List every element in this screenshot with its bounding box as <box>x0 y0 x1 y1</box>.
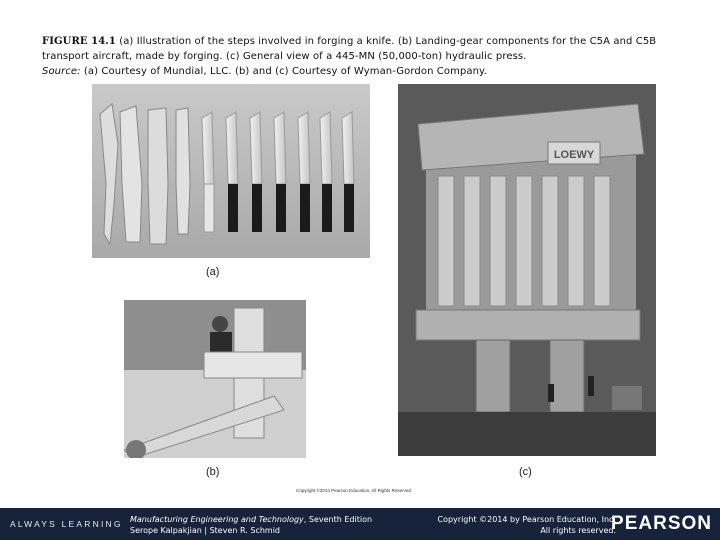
source-text: (a) Courtesy of Mundial, LLC. (b) and (c) Courtesy of Wyman-Gordon Company. <box>80 66 487 77</box>
image-copyright-line: Copyright ©2014 Pearson Education, All Rights Reserved <box>296 488 411 493</box>
copyright-text: Copyright ©2014 by Pearson Education, Inc. <box>437 515 616 524</box>
hydraulic-press-photo <box>398 84 656 456</box>
book-info <box>130 514 372 536</box>
publisher-copyright <box>437 514 616 536</box>
panel-c-label: (c) <box>519 466 532 478</box>
book-authors: Serope Kalpakjian | Steven R. Schmid <box>130 526 280 535</box>
source-label: Source: <box>42 66 81 77</box>
panel-b-label: (b) <box>206 466 220 478</box>
landing-gear-photo <box>124 300 306 458</box>
footer-bar <box>0 508 720 540</box>
rights-text: All rights reserved. <box>540 526 616 535</box>
pearson-logo: PEARSON <box>611 513 712 534</box>
press-sign-text: LOEWY <box>553 149 595 161</box>
book-title: Manufacturing Engineering and Technology <box>130 515 304 524</box>
caption-text: (a) Illustration of the steps involved in forging a knife. (b) Landing-gear components for the C5A and C5B transport aircraft, made by forging. (c) General view of a 445-MN (50,000-ton) hydraulic press. <box>42 36 657 62</box>
figure-caption <box>42 34 682 79</box>
brand-tagline: ALWAYS LEARNING <box>10 519 123 529</box>
figure-label: FIGURE 14.1 <box>42 36 116 47</box>
knife-forging-photo <box>92 84 370 258</box>
panel-a-label: (a) <box>206 266 220 278</box>
book-edition: , Seventh Edition <box>303 515 373 524</box>
